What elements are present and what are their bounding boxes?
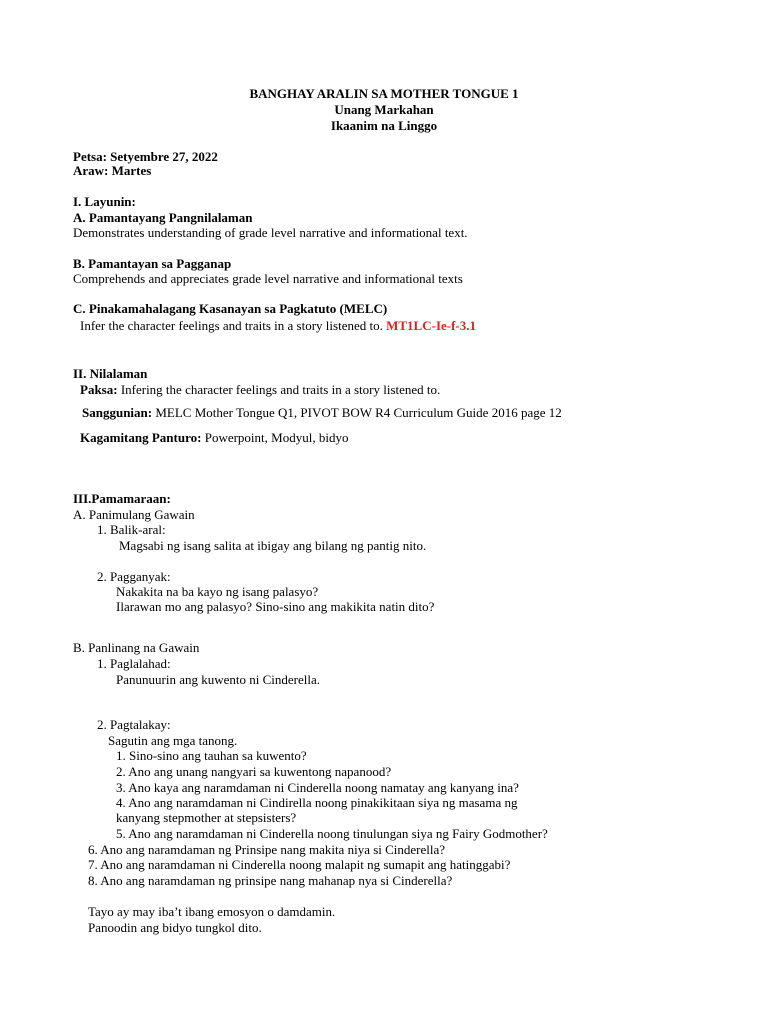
sanggunian-line [82, 405, 562, 420]
pagtalakay-label: 2. Pagtalakay: [97, 717, 171, 732]
kagamitan-line [80, 430, 348, 445]
melc-text: Infer the character feelings and traits in a story listened to. [80, 318, 383, 333]
doc-title: BANGHAY ARALIN SA MOTHER TONGUE 1 [249, 86, 519, 101]
paglalahad-text: Panunuurin ang kuwento ni Cinderella. [116, 672, 320, 687]
pamantayang-pangnilalaman-heading: A. Pamantayang Pangnilalaman [73, 210, 253, 225]
panimulang-gawain-heading: A. Panimulang Gawain [73, 507, 195, 522]
question-item-continued: kanyang stepmother at stepsisters? [116, 810, 297, 825]
balik-aral-text: Magsabi ng isang salita at ibigay ang bilang ng pantig nito. [119, 538, 427, 553]
question-item: 8. Ano ang naramdaman ng prinsipe nang mahanap nya si Cinderella? [88, 873, 453, 888]
layunin-heading: I. Layunin: [73, 194, 136, 209]
question-item: 5. Ano ang naramdaman ni Cinderella noong tinulungan siya ng Fairy Godmother? [116, 826, 548, 841]
paksa-text: Infering the character feelings and traits in a story listened to. [120, 382, 441, 397]
question-item: 2. Ano ang unang nangyari sa kuwentong napanood? [116, 764, 392, 779]
melc-heading: C. Pinakamahalagang Kasanayan sa Pagkatuto (MELC) [73, 301, 388, 316]
balik-aral-label: 1. Balik-aral: [97, 522, 166, 537]
closing-text: Tayo ay may iba’t ibang emosyon o damdamin. [88, 904, 336, 919]
day-line: Araw: Martes [73, 163, 152, 178]
sanggunian-label: Sanggunian: [82, 405, 153, 420]
date-line: Petsa: Setyembre 27, 2022 [73, 149, 218, 164]
pamamaraan-heading: III.Pamamaraan: [73, 491, 171, 506]
closing-text: Panoodin ang bidyo tungkol dito. [88, 920, 262, 935]
pagganyak-label: 2. Pagganyak: [97, 569, 171, 584]
question-item: 3. Ano kaya ang naramdaman ni Cinderella noong namatay ang kanyang ina? [116, 780, 519, 795]
nilalaman-heading: II. Nilalaman [73, 366, 148, 381]
sanggunian-text: MELC Mother Tongue Q1, PIVOT BOW R4 Curriculum Guide 2016 page 12 [155, 405, 562, 420]
pamantayang-pangnilalaman-text: Demonstrates understanding of grade level narrative and informational text. [73, 225, 468, 240]
doc-quarter: Unang Markahan [334, 102, 434, 117]
paksa-label: Paksa: [80, 382, 118, 397]
pagtalakay-intro: Sagutin ang mga tanong. [108, 733, 238, 748]
melc-code: MT1LC-Ie-f-3.1 [386, 318, 477, 333]
doc-week: Ikaanim na Linggo [330, 118, 438, 133]
paglalahad-label: 1. Paglalahad: [97, 656, 171, 671]
kagamitan-label: Kagamitang Panturo: [80, 430, 202, 445]
question-item: 1. Sino-sino ang tauhan sa kuwento? [116, 748, 307, 763]
pagganyak-question: Nakakita na ba kayo ng isang palasyo? [116, 584, 319, 599]
pamantayan-pagganap-text: Comprehends and appreciates grade level narrative and informational texts [73, 271, 463, 286]
question-item: 6. Ano ang naramdaman ng Prinsipe nang makita niya si Cinderella? [88, 842, 446, 857]
panlinang-gawain-heading: B. Panlinang na Gawain [73, 640, 200, 655]
question-item: 7. Ano ang naramdaman ni Cinderella noong malapit ng sumapit ang hatinggabi? [88, 857, 511, 872]
pagganyak-question: Ilarawan mo ang palasyo? Sino-sino ang makikita natin dito? [116, 599, 435, 614]
melc-line [80, 318, 476, 333]
pamantayan-pagganap-heading: B. Pamantayan sa Pagganap [73, 256, 232, 271]
kagamitan-text: Powerpoint, Modyul, bidyo [204, 430, 349, 445]
paksa-line [80, 382, 440, 397]
question-item: 4. Ano ang naramdaman ni Cindirella noong pinakikitaan siya ng masama ng [116, 795, 518, 810]
